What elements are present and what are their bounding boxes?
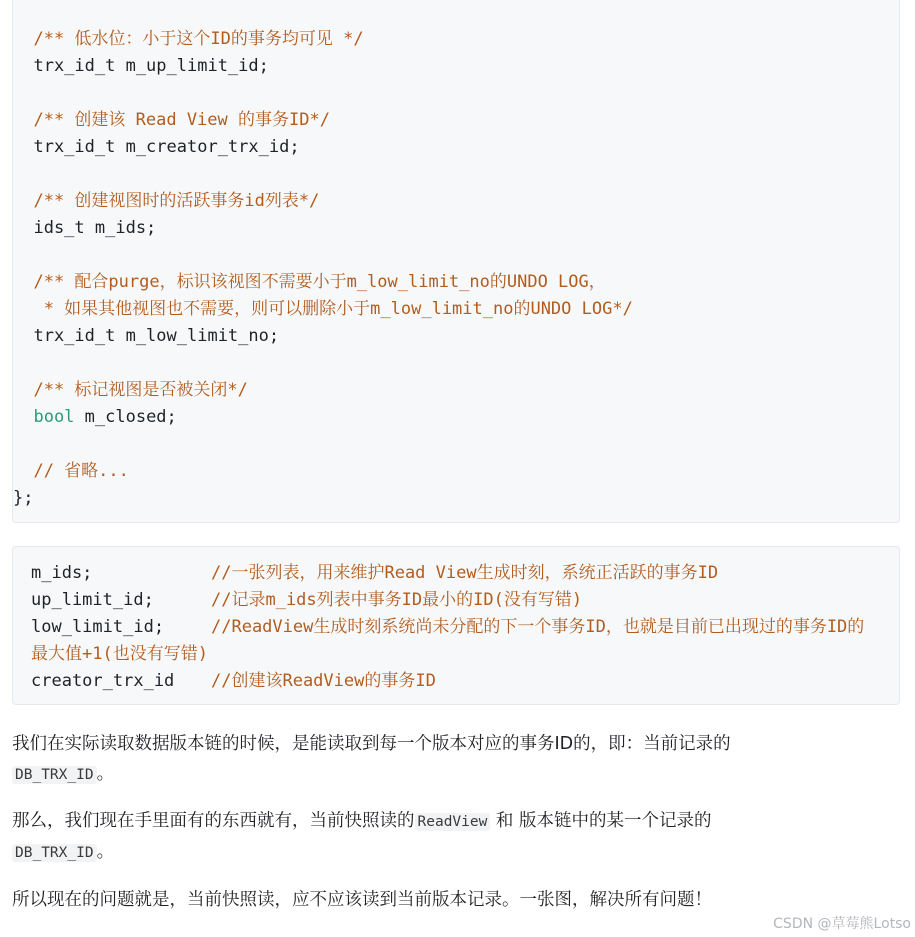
code-block-field-notes	[12, 546, 900, 705]
code-line	[13, 405, 177, 429]
paragraph-text: 和 版本链中的某一个记录的	[490, 811, 712, 831]
paragraph-text: 。	[96, 764, 115, 784]
code-line: trx_id_t m_up_limit_id;	[13, 56, 269, 76]
inline-code: DB_TRX_ID	[12, 844, 97, 862]
code-keyword: bool	[13, 407, 75, 427]
code-line: creator_trx_id	[31, 671, 175, 691]
inline-code: DB_TRX_ID	[12, 766, 97, 784]
code-comment-line: /** 配合purge，标识该视图不需要小于m_low_limit_no的UNDO LOG，	[13, 272, 606, 292]
code-text: m_closed;	[74, 407, 177, 427]
paragraph-1	[12, 729, 902, 790]
code-comment-line: /** 创建视图时的活跃事务id列表*/	[13, 191, 320, 211]
code-comment-line: /** 创建该 Read View 的事务ID*/	[13, 110, 330, 130]
code-comment: //一张列表，用来维护Read View生成时刻，系统正活跃的事务ID	[211, 563, 719, 583]
code-line: up_limit_id;	[31, 590, 154, 610]
code-comment-line: * 如果其他视图也不需要，则可以删除小于m_low_limit_no的UNDO LOG*/	[13, 299, 633, 319]
code-block-readview-struct	[12, 0, 900, 523]
code-line: ids_t m_ids;	[13, 218, 157, 238]
code-line: low_limit_id;	[31, 617, 165, 637]
code-line: };	[13, 488, 34, 508]
paragraph-text: 那么，我们现在手里面有的东西就有，当前快照读的	[12, 811, 415, 831]
code-comment: //记录m_ids列表中事务ID最小的ID(没有写错)	[211, 590, 583, 610]
csdn-watermark: CSDN @草莓熊Lotso	[773, 916, 911, 932]
code-comment-line: /** 标记视图是否被关闭*/	[13, 380, 248, 400]
code-line: trx_id_t m_low_limit_no;	[13, 326, 280, 346]
code-comment-line: // 省略...	[13, 461, 129, 481]
paragraph-text: 我们在实际读取数据版本链的时候，是能读取到每一个版本对应的事务ID的，即：当前记录的	[12, 734, 731, 754]
code-comment-line: /** 低水位：小于这个ID的事务均可见 */	[13, 29, 364, 49]
code-line: trx_id_t m_creator_trx_id;	[13, 137, 300, 157]
inline-code: ReadView	[415, 813, 491, 831]
paragraph-3	[12, 885, 902, 915]
paragraph-text: 所以现在的问题就是，当前快照读，应不应该读到当前版本记录。一张图，解决所有问题！	[12, 890, 712, 910]
code-comment: 最大值+1(也没有写错)	[31, 644, 208, 664]
code-comment: //创建该ReadView的事务ID	[211, 671, 436, 691]
paragraph-text: 。	[96, 842, 115, 862]
code-line: m_ids;	[31, 563, 93, 583]
code-comment: //ReadView生成时刻系统尚未分配的下一个事务ID，也就是目前已出现过的事务ID的	[211, 617, 865, 637]
paragraph-2	[12, 806, 902, 868]
